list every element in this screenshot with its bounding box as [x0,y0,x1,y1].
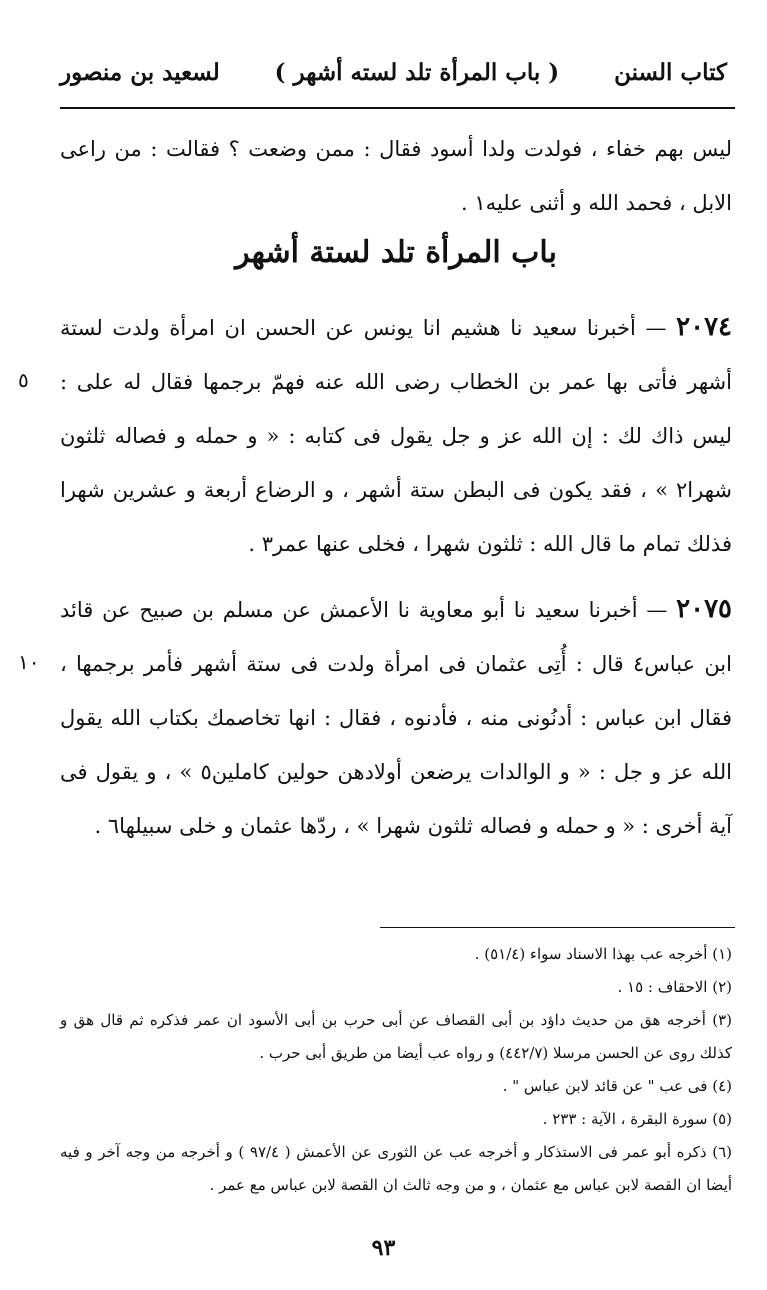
footnote-5: (٥) سورة البقرة ، الآية : ٢٣٣ . [542,1110,732,1128]
header-book-title: كتاب السنن [614,58,727,86]
hadith-paragraph [60,582,732,853]
footnote-4: (٤) فى عب " عن قائد لابن عباس " . [502,1077,732,1095]
header-author: لسعيد بن منصور [60,58,220,86]
line-marker-10: ١٠ [18,650,40,674]
footnote-rule [380,927,735,928]
intro-text-block [60,122,732,230]
hadith-text: — أخبرنا سعيد نا هشيم انا يونس عن الحسن ان امرأة ولدت لستة أشهر فأتى بها عمر بن الخطاب رضى الله عنه فهمّ برجمها فقال له على : ليس ذاك لك : إن الله عز و جل يقول فى كتابه : « و حمله و فصاله ثلثون شهرا٢ » ، فقد يكون فى البطن ستة أشهر ، و الرضاع أربعة و عشرين شهرا فذلك تمام ما قال الله : ثلثون شهرا ، فخلى عنها عمر٣ . [60,316,732,556]
hadith-text: — أخبرنا سعيد نا أبو معاوية نا الأعمش عن مسلم بن صبيح عن قائد ابن عباس٤ قال : أُتِى عثمان فى امرأة ولدت فى ستة أشهر فأمر برجمها ، فقال ابن عباس : أدنُونى منه ، فأدنوه ، فقال : انها تخاصمك بكتاب الله يقول الله عز و جل : « و الوالدات يرضعن أولادهن حولين كاملين٥ » ، و يقول فى آية أخرى : « و حمله و فصاله ثلثون شهرا » ، ردّها عثمان و خلى سبيلها٦ . [60,598,732,838]
hadith-2074-block [60,300,732,571]
running-header [60,52,727,92]
header-chapter-title: ( باب المرأة تلد لسته أشهر ) [274,58,560,86]
hadith-2075-block [60,582,732,853]
footnotes [60,938,732,1202]
footnote-6: (٦) ذكره أبو عمر فى الاستذكار و أخرجه عب عن الثورى عن الأعمش ( ٩٧/٤ ) و أخرجه من وجه آخر و فيه أيضا ان القصة لابن عباس مع عثمان ، و من وجه ثالث ان القصة لابن عباس مع عمر . [60,1143,732,1194]
hadith-number: ٢٠٧٤ [676,312,732,342]
header-rule [60,107,735,109]
line-marker-5: ٥ [18,368,29,392]
chapter-heading: باب المرأة تلد لستة أشهر [235,235,557,270]
footnote-2: (٢) الاحقاف : ١٥ . [617,978,732,996]
footnote-3: (٣) أخرجه هق من حديث داؤد بن أبى القصاف عن أبى حرب بن أبى الأسود ان عمر فذكره ثم قال هق و كذلك روى عن الحسن مرسلا (٤٤٢/٧) و رواه عب أيضا من طريق أبى حرب . [60,1011,732,1062]
page-number: ٩٣ [371,1235,396,1261]
intro-paragraph: ليس بهم خفاء ، فولدت ولدا أسود فقال : ممن وضعت ؟ فقالت : من راعى الابل ، فحمد الله و أثنى عليه١ . [60,137,732,215]
hadith-paragraph [60,300,732,571]
hadith-number: ٢٠٧٥ [676,594,732,624]
footnote-1: (١) أخرجه عب بهذا الاسناد سواء (٥١/٤) . [474,945,732,963]
